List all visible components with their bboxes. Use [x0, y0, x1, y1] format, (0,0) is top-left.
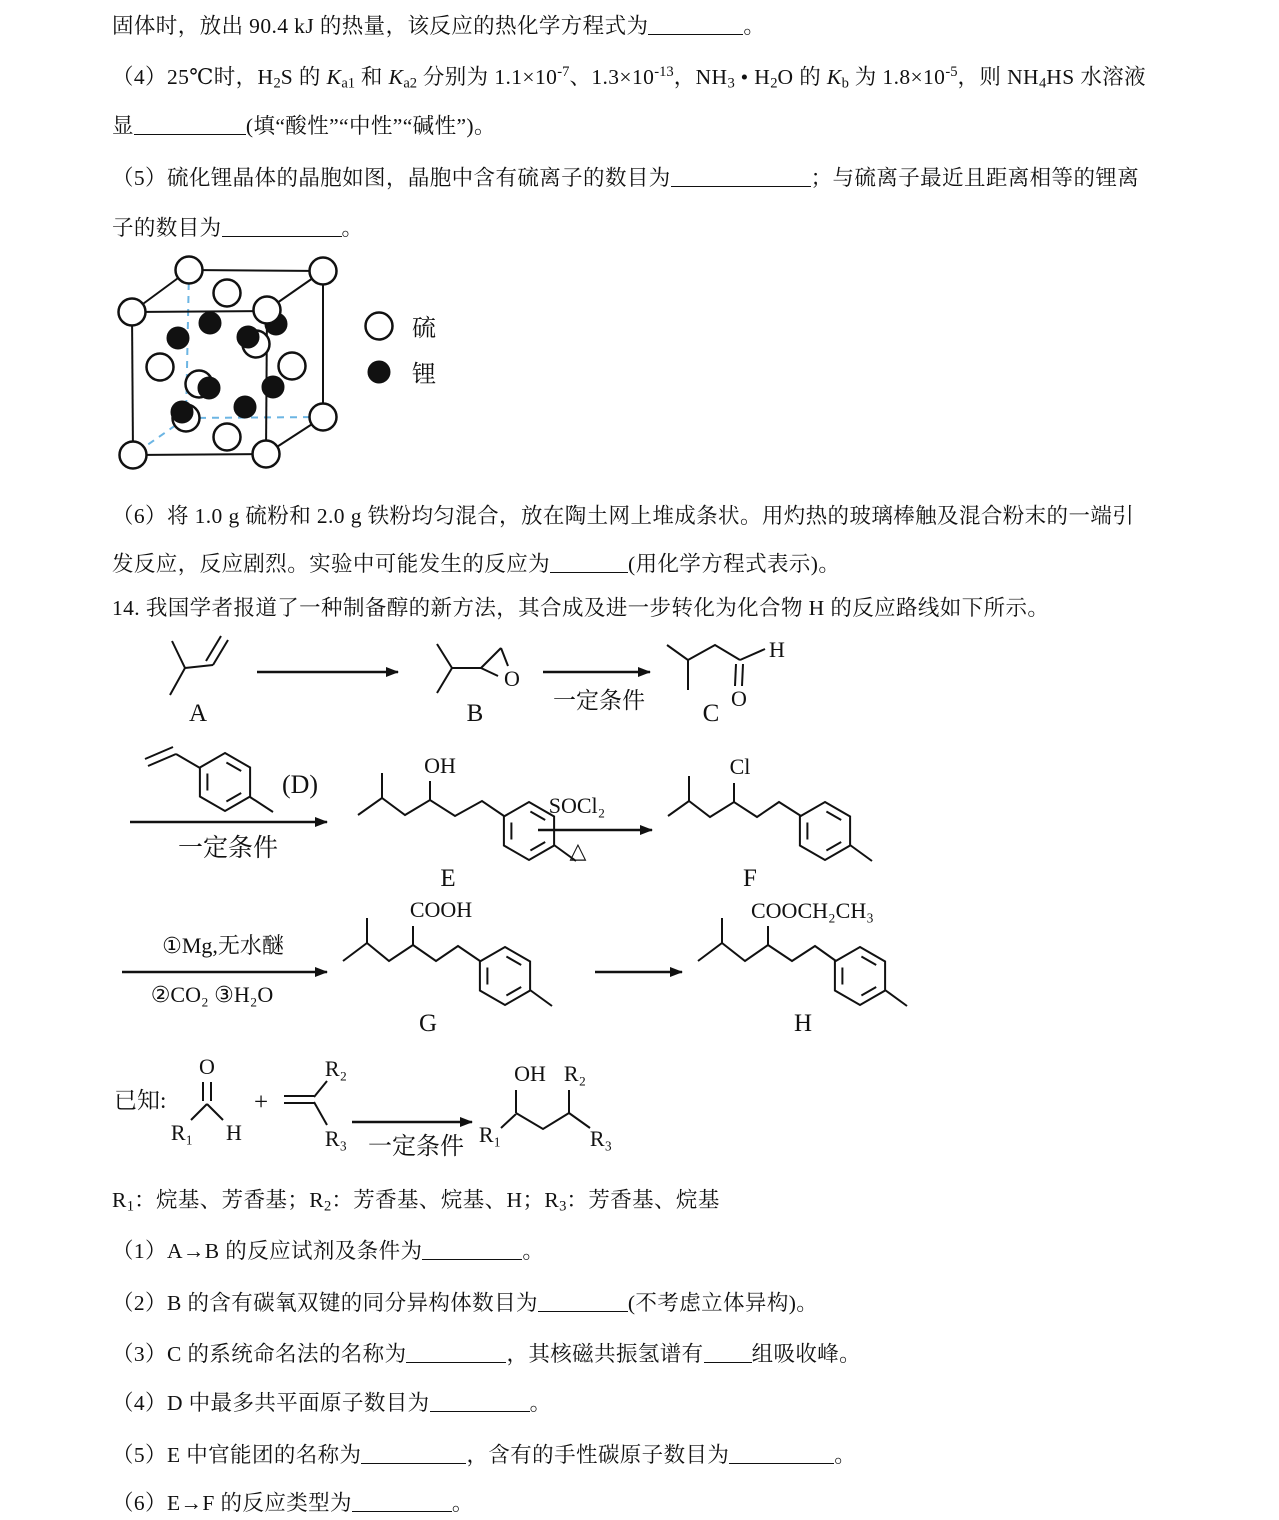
blank-underline [422, 1238, 522, 1261]
aldehyde-h-label: H [769, 637, 785, 662]
benzene-ring [800, 802, 850, 860]
text-line-thermochem: 固体时，放出 90.4 kJ 的热量，该反应的热化学方程式为 。 [112, 14, 766, 38]
blank-underline [648, 13, 743, 36]
compound-c-label: C [702, 700, 720, 727]
blank-underline [352, 1490, 452, 1513]
question-5: （5）E 中官能团的名称为 ，含有的手性碳原子数目为 。 [112, 1443, 857, 1467]
compound-h-structure [698, 898, 907, 1037]
chloro-label: Cl [729, 754, 751, 779]
known-r1-label: R₁ [170, 1120, 194, 1145]
blank-underline [550, 551, 628, 574]
benzene-ring [480, 947, 530, 1005]
known-product-structure [479, 1061, 612, 1151]
compound-d-structure [145, 747, 318, 812]
question-3: （3）C 的系统命名法的名称为 ，其核磁共振氢谱有 组吸收峰。 [112, 1342, 862, 1366]
condition-known: 一定条件 [368, 1134, 464, 1160]
condition-b-to-c: 一定条件 [553, 688, 645, 713]
reagent-socl2: SOCl₂ [548, 793, 606, 818]
reaction-scheme [110, 628, 980, 1168]
carbonyl-oxygen-label: O [731, 686, 747, 711]
crystal-cell-diagram [110, 250, 470, 485]
compound-a-label: A [188, 700, 208, 727]
legend-sulfur-label: 硫 [412, 316, 436, 342]
blank-underline [222, 215, 342, 238]
text-line-item14: 14. 我国学者报道了一种制备醇的新方法，其合成及进一步转化为化合物 H 的反应路线如下所示。 [112, 596, 1050, 620]
legend-lithium-icon [368, 361, 390, 383]
text-line-q5-cell: （5）硫化锂晶体的晶胞如图，晶胞中含有硫离子的数目为 ；与硫离子最近且距离相等的锂离 [112, 166, 1140, 190]
legend-sulfur-icon [366, 313, 393, 340]
compound-d-label: (D) [281, 770, 319, 799]
text-line-q6-cont: 发反应，反应剧烈。实验中可能发生的反应为 (用化学方程式表示)。 [112, 552, 841, 576]
epoxide-oxygen-label: O [504, 666, 520, 691]
known-r2-label: R₂ [324, 1056, 348, 1081]
compound-e-structure [358, 753, 576, 892]
benzene-ring [200, 753, 250, 811]
legend [366, 313, 437, 389]
question-4: （4）D 中最多共平面原子数目为 。 [112, 1391, 552, 1415]
known-oxygen-label: O [199, 1054, 215, 1079]
blank-underline [134, 113, 246, 136]
known-r3-label: R₃ [324, 1126, 348, 1151]
product-r2-label: R₂ [563, 1061, 587, 1086]
text-line-q4-answer: 显 (填“酸性”“中性”“碱性”)。 [112, 114, 496, 138]
sulfur-face-atoms [147, 280, 306, 451]
plus-sign: + [253, 1089, 269, 1116]
blank-underline [406, 1341, 506, 1364]
compound-c-structure [667, 637, 785, 727]
known-aldehyde-structure [171, 1054, 242, 1145]
compound-h-label: H [793, 1010, 813, 1037]
text-line-q4-ka: （4）25℃时，$H_2S$ 的 $K_{a1}$ 和 $K_{a2}$ 分别为 $1.1\times 10^{-7}$、$1.3\times 10^{-13}$，$NH_3$ • $H_2O$ 的 $K_b$ 为 $1.8\times 10^{-5}$，则 $NH_4HS$ 水溶液 [112, 63, 1147, 92]
known-alkene-structure [284, 1056, 347, 1151]
benzene-ring [835, 947, 885, 1005]
compound-f-label: F [743, 865, 757, 892]
reagent-mg-ether: ①Mg,无水醚 [162, 933, 284, 958]
compound-f-structure [668, 754, 872, 892]
ester-label: COOCH₂CH₃ [751, 898, 874, 923]
condition-to-e: 一定条件 [177, 835, 279, 862]
delta-heat-icon: △ [569, 838, 587, 863]
question-1: （1）A→B 的反应试剂及条件为 。 [112, 1239, 545, 1263]
product-r3-label: R₃ [589, 1126, 613, 1151]
compound-a-structure [170, 636, 228, 727]
question-6: （6）E→F 的反应类型为 。 [112, 1491, 474, 1515]
compound-g-label: G [418, 1010, 438, 1037]
blank-underline [729, 1442, 834, 1465]
compound-e-label: E [440, 865, 456, 892]
product-oh-label: OH [514, 1061, 546, 1086]
blank-underline [430, 1390, 530, 1413]
known-h-label: H [226, 1120, 242, 1145]
compound-b-structure [437, 644, 520, 727]
compound-g-structure [343, 897, 552, 1037]
text-line-r-definition: $R_1$：烷基、芳香基；$R_2$：芳香基、烷基、H；$R_3$：芳香基、烷基 [112, 1188, 720, 1215]
blank-underline [671, 165, 811, 188]
reagent-co2-h2o: ②CO₂ ③H₂O [150, 982, 274, 1007]
blank-underline [538, 1290, 628, 1313]
question-2: （2）B 的含有碳氧双键的同分异构体数目为 (不考虑立体异构)。 [112, 1291, 819, 1315]
product-r1-label: R₁ [478, 1122, 502, 1147]
hydroxyl-label: OH [424, 753, 456, 778]
carboxyl-label: COOH [409, 897, 473, 922]
text-line-q6-mix: （6）将 1.0 g 硫粉和 2.0 g 铁粉均匀混合，放在陶土网上堆成条状。用灼热的玻璃棒触及混合粉末的一端引 [112, 504, 1135, 528]
compound-b-label: B [466, 700, 484, 727]
text-line-q5-cont: 子的数目为 。 [112, 216, 364, 240]
blank-underline [361, 1442, 466, 1465]
legend-lithium-label: 锂 [412, 362, 436, 388]
known-prefix: 已知: [114, 1088, 167, 1113]
blank-underline [704, 1341, 752, 1364]
